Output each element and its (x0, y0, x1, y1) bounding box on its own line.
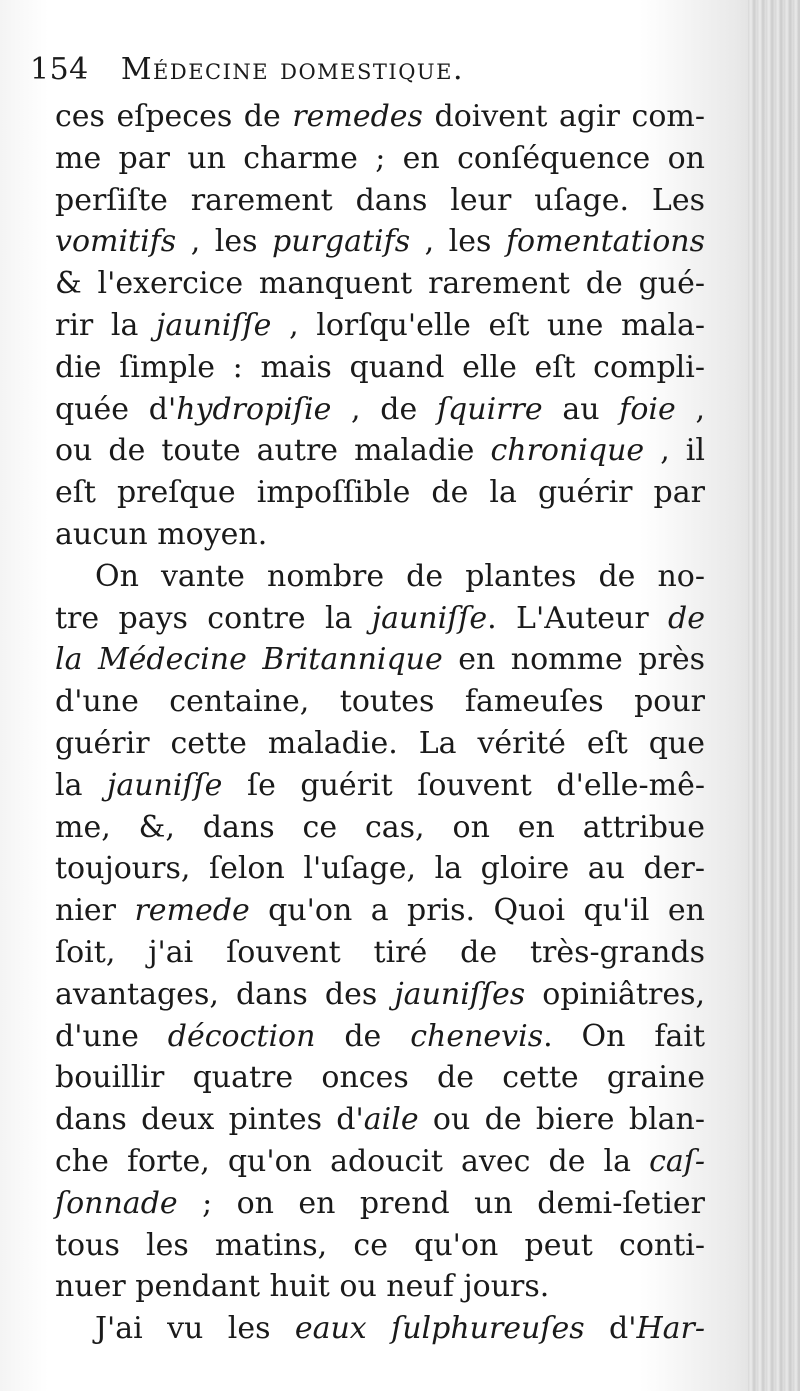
text-line (55, 347, 705, 389)
text-segment: , les (410, 224, 506, 260)
text-line (55, 389, 705, 431)
italic-segment: ſulphureuſes (391, 1311, 585, 1347)
text-segment: dans deux pintes d' (55, 1102, 364, 1138)
text-line (55, 1225, 705, 1267)
text-segment: d'une centaine, toutes fameuſes pour (55, 684, 705, 720)
italic-segment: Har- (636, 1311, 705, 1347)
text-segment: perſiſte rarement dans leur uſage. Les (55, 182, 705, 218)
text-line (55, 1183, 705, 1225)
text-line (55, 974, 705, 1016)
text-line (55, 514, 705, 556)
text-segment: toujours, ſelon l'uſage, la gloire au der- (55, 851, 705, 887)
italic-segment: la Médecine Britannique (55, 642, 443, 678)
italic-segment: foie (619, 391, 676, 427)
text-line (55, 932, 705, 974)
text-segment: au (542, 391, 620, 427)
text-segment: , lorſqu'elle eſt une mala- (271, 307, 705, 343)
text-line (55, 1141, 705, 1183)
text-segment: la (55, 767, 108, 803)
italic-segment: jauniſſe (156, 307, 272, 343)
italic-segment: aile (363, 1102, 419, 1138)
text-segment: & l'exercice manquent rarement de gué- (55, 266, 705, 302)
text-segment: nuer pendant huit ou neuf jours. (55, 1269, 550, 1305)
text-line (55, 1016, 705, 1058)
text-line (55, 1099, 705, 1141)
text-segment: On vante nombre de plantes de no- (95, 558, 705, 594)
text-line (55, 1308, 705, 1350)
text-line (55, 723, 705, 765)
italic-segment: décoction (167, 1018, 316, 1054)
body-text (55, 96, 705, 1350)
text-segment: ou de toute autre maladie (55, 433, 491, 469)
text-segment: aucun moyen. (55, 516, 268, 552)
italic-segment: remede (134, 893, 250, 929)
text-line (55, 138, 705, 180)
text-segment: ; on en prend un demi-ſetier (177, 1185, 705, 1221)
text-segment: , les (176, 224, 273, 260)
text-line (55, 1266, 705, 1308)
text-line (55, 890, 705, 932)
text-segment: ces eſpeces de (55, 99, 293, 134)
text-segment: . L'Auteur (487, 600, 669, 636)
text-line (55, 305, 705, 347)
text-line (55, 96, 705, 138)
text-segment: , (675, 391, 706, 427)
italic-segment: chronique (490, 433, 645, 469)
text-segment: doivent agir com- (422, 99, 705, 134)
text-segment: qu'on a pris. Quoi qu'il en (249, 893, 705, 929)
italic-segment: jauniſſes (394, 976, 526, 1012)
italic-segment: ſonnade (55, 1185, 178, 1221)
text-line (55, 430, 705, 472)
italic-segment: jauniſſe (371, 600, 488, 636)
text-segment: , il (644, 433, 705, 469)
page-number: 154 (30, 52, 89, 87)
italic-segment: ſquirre (436, 391, 543, 427)
italic-segment: hydropiſie (176, 391, 332, 427)
text-segment: me par un charme ; en conſéquence on (55, 140, 705, 176)
text-line (55, 263, 705, 305)
italic-segment: de (668, 600, 705, 636)
text-line (55, 848, 705, 890)
text-line (55, 765, 705, 807)
italic-segment: fomentations (505, 224, 705, 260)
text-line (55, 1057, 705, 1099)
text-segment: tre pays contre la (55, 600, 372, 636)
text-line (55, 639, 705, 681)
italic-segment: caſ- (649, 1143, 705, 1179)
text-segment: J'ai vu les (95, 1311, 295, 1347)
text-line (55, 681, 705, 723)
text-segment: che forte, qu'on adoucit avec de la (55, 1143, 650, 1179)
text-segment: ſoit, j'ai ſouvent tiré de très-grands (55, 934, 705, 970)
text-segment: die ſimple : mais quand elle eſt compli- (55, 349, 705, 385)
text-line (55, 598, 705, 640)
text-segment: de (315, 1018, 411, 1054)
text-segment: nier (55, 893, 135, 929)
italic-segment: purgatifs (272, 224, 411, 260)
text-segment: avantages, dans des (55, 976, 395, 1012)
italic-segment: eaux (294, 1311, 367, 1347)
text-line (55, 221, 705, 263)
text-segment: quée d' (55, 391, 177, 427)
italic-segment: remedes (292, 99, 423, 134)
italic-segment: vomitifs (55, 224, 177, 260)
text-segment: tous les matins, ce qu'on peut conti- (55, 1227, 705, 1263)
text-line (55, 180, 705, 222)
text-line (55, 472, 705, 514)
text-segment: en nomme près (442, 642, 705, 678)
running-header (30, 50, 690, 90)
text-segment: eſt preſque impoſſible de la guérir par (55, 475, 705, 511)
text-segment: opiniâtres, (525, 976, 706, 1012)
text-segment: bouillir quatre onces de cette graine (55, 1060, 705, 1096)
text-segment: d' (584, 1311, 637, 1347)
italic-segment: chenevis (410, 1018, 544, 1054)
page-edge (748, 0, 800, 1391)
text-segment: guérir cette maladie. La vérité eſt que (55, 725, 705, 761)
text-segment: me, &, dans ce cas, on en attribue (55, 809, 705, 845)
text-line (55, 556, 705, 598)
text-segment: . On fait (543, 1018, 706, 1054)
text-segment: ſe guérit ſouvent d'elle-mê- (222, 767, 705, 803)
text-segment: ou de biere blan- (418, 1102, 706, 1138)
text-line (55, 807, 705, 849)
text-segment: rir la (55, 307, 157, 343)
text-segment: , de (331, 391, 437, 427)
text-segment (367, 1311, 391, 1346)
italic-segment: jauniſſe (107, 767, 223, 803)
running-title: Médecine domestique. (120, 52, 464, 87)
text-segment: d'une (55, 1018, 168, 1054)
